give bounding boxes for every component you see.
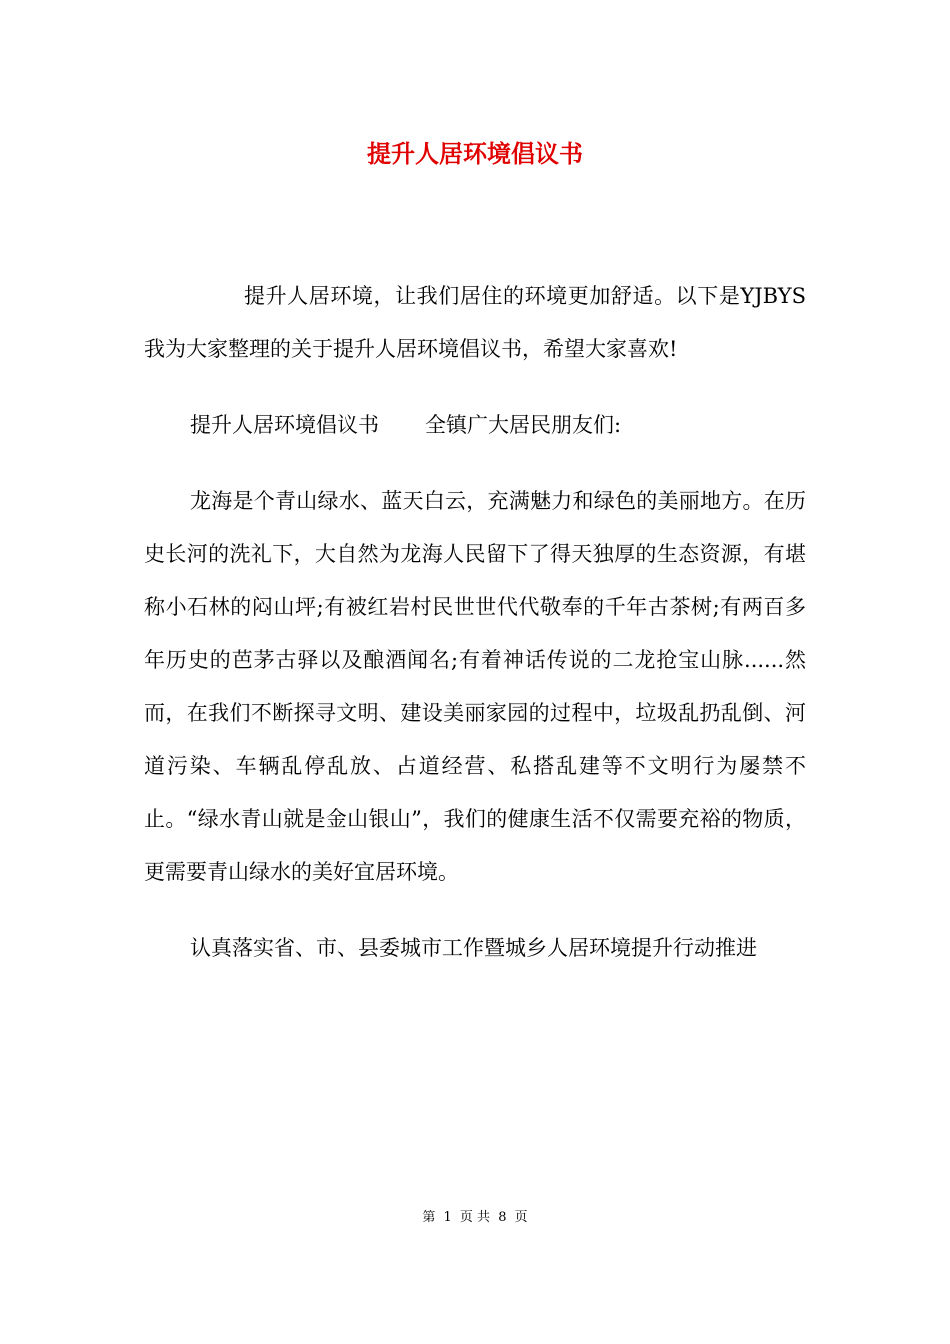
- page-current: 1: [443, 1210, 452, 1225]
- intro-paragraph: 提升人居环境，让我们居住的环境更加舒适。以下是YJBYS我为大家整理的关于提升人居环境倡议书，希望大家喜欢!: [144, 284, 806, 361]
- page-suffix: 页: [514, 1210, 528, 1225]
- page-prefix: 第: [422, 1210, 436, 1225]
- document-title: 提升人居环境倡议书: [367, 139, 583, 168]
- page-mid: 页 共: [459, 1210, 491, 1225]
- document-body: [144, 270, 806, 998]
- salutation: 全镇广大居民朋友们:: [425, 413, 622, 437]
- body-paragraph: 认真落实省、市、县委城市工作暨城乡人居环境提升行动推进: [190, 936, 757, 960]
- page-total: 8: [498, 1210, 507, 1225]
- heading-line: [144, 399, 806, 452]
- body-paragraph: 龙海是个青山绿水、蓝天白云，充满魅力和绿色的美丽地方。在历史长河的洗礼下，大自然为龙海人民留下了得天独厚的生态资源，有堪称小石林的闷山坪;有被红岩村民世世代代敬奉的千年古茶树;有两百多年历史的芭茅古驿以及酿酒闻名;有着神话传说的二龙抢宝山脉......然而，在我们不断探寻文明、建设美丽家园的过程中，垃圾乱扔乱倒、河道污染、车辆乱停乱放、占道经营、私搭乱建等不文明行为屡禁不止。“绿水青山就是金山银山”，我们的健康生活不仅需要充裕的物质，更需要青山绿水的美好宜居环境。: [144, 489, 806, 884]
- page-footer: [0, 1208, 950, 1228]
- letter-title: 提升人居环境倡议书: [190, 413, 379, 437]
